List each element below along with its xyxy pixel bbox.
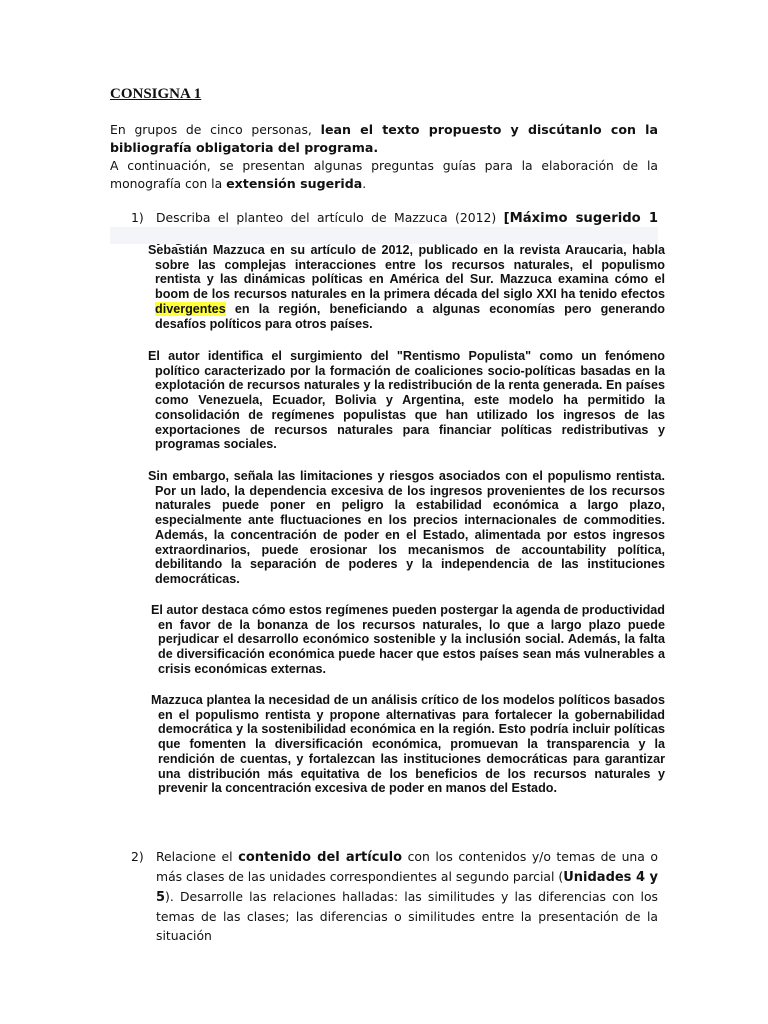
question-2: [131, 847, 658, 945]
intro-emphasis: lean el texto propuesto y discútanlo con la bibliografía obligatoria del programa.: [110, 122, 658, 155]
answer-paragraph-1: [148, 243, 665, 331]
answer-text: en la región, beneficiando a algunas economías pero generando desafíos políticos para otros países.: [155, 301, 665, 331]
question-limit: [Máximo sugerido 1: [503, 211, 658, 226]
question-number: 2): [131, 849, 144, 864]
answer-paragraph-5: Mazzuca plantea la necesidad de un análisis crítico de los modelos políticos basados en el populismo rentista y propone alternativas para fortalecer la gobernabilidad democrática y la sostenibilidad económica en la región. Esto podría incluir políticas que fomenten la diversificación económica, promuevan la transparencia y la rendición de cuentas, y fortalezcan las instituciones democráticas para garantizar una distribución más equitativa de los beneficios de los recursos naturales y prevenir la concentración excesiva de poder en manos del Estado.: [151, 693, 665, 796]
intro-paragraph-2: [110, 157, 658, 193]
intro-paragraph-1: [110, 121, 658, 157]
intro-text: .: [362, 176, 367, 191]
intro-text: En grupos de cinco personas,: [110, 122, 321, 137]
question-text: [156, 847, 658, 945]
answer-text: Sebastián Mazzuca en su artículo de 2012, publicado en la revista Araucaria, habla sobre las complejas interacciones entre los recursos naturales, el populismo rentista y las dinámicas políticas en América del Sur. Mazzuca examina cómo el boom de los recursos naturales en la primera década del siglo XXI ha tenido efectos: [148, 243, 665, 302]
question-plain: Describa el planteo del artículo de Mazzuca (2012): [156, 210, 504, 225]
question-emphasis: contenido del artículo: [238, 850, 403, 865]
page-title: CONSIGNA 1: [110, 86, 202, 102]
question-plain: con los contenidos y/o temas de una o más clases de las unidades correspondientes al segundo parcial (: [156, 849, 658, 884]
question-plain: ). Desarrolle las relaciones halladas: las similitudes y las diferencias con los temas de las clases; las diferencias o similitudes entre la presentación de la situación: [156, 889, 658, 943]
question-emphasis: Unidades 4 y 5: [156, 870, 658, 905]
answer-paragraph-2: El autor identifica el surgimiento del "Rentismo Populista" como un fenómeno político caracterizado por la formación de coaliciones socio-políticas basadas en la explotación de recursos naturales y la redistribución de la renta generada. En países como Venezuela, Ecuador, Bolivia y Argentina, este modelo ha permitido la consolidación de regímenes populistas que han utilizado los ingresos de las exportaciones de recursos naturales para financiar políticas redistributivas y programas sociales.: [148, 349, 665, 452]
answer-paragraph-4: El autor destaca cómo estos regímenes pueden postergar la agenda de productividad en favor de la bonanza de los recursos naturales, lo que a largo plazo puede perjudicar el desarrollo económico sostenible y la inclusión social. Además, la falta de diversificación económica puede hacer que estos países sean más vulnerables a crisis económicas externas.: [151, 603, 665, 676]
intro-text: A continuación, se presentan algunas preguntas guías para la elaboración de la monografía con la: [110, 158, 658, 191]
intro-emphasis: extensión sugerida: [226, 176, 363, 191]
question-plain: Relacione el: [156, 849, 239, 864]
question-number: 1): [131, 210, 144, 225]
intro-block: [110, 121, 658, 193]
shaded-line: [110, 227, 658, 244]
highlighted-word: divergentes: [155, 301, 226, 316]
answer-paragraph-3: Sin embargo, señala las limitaciones y riesgos asociados con el populismo rentista. Por un lado, la dependencia excesiva de los ingresos provenientes de los recursos naturales puede poner en peligro la estabilidad económica a largo plazo, especialmente ante fluctuaciones en los precios internacionales de commodities. Además, la concentración de poder en el Estado, alimentada por estos ingresos extraordinarios, puede erosionar los mecanismos de accountability política, debilitando la separación de poderes y la independencia de las instituciones democráticas.: [148, 469, 665, 586]
